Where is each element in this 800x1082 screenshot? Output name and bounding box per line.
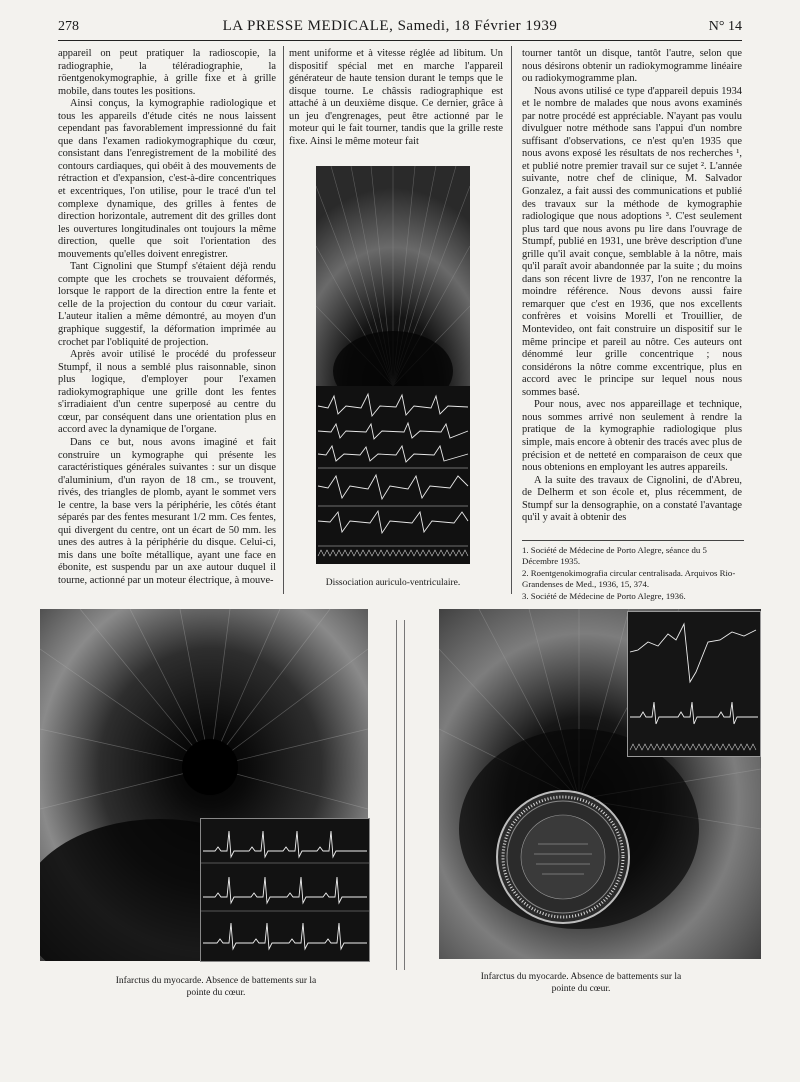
paragraph: Ainsi conçus, la kymographie radiologique et tous les appareils d'étude cités ne nous laissent cependant pas favorablement impressionné du fait que dans l'examen radiokymographique du cœur, consistant dans l'enregistrement de la mobilité des contours cardiaques, qui obéit à des mouvements de rétraction et d'expansion, c'est-à-dire concentriques et excentriques, l'on utilise, pour le tracé d'un tel complexe dynamique, des grilles à fentes de direction horizontale, autrement dit des grilles dont les ouvertures longitudinales ont toujours la même direction, quelle que soit l'orientation des mouvements qu'elles doivent enregistrer. — [58, 98, 276, 260]
ecg-strips-center — [316, 386, 470, 564]
paragraph: appareil on peut pratiquer la radioscopie, la radiographie, la téléradiographie, la röentgenokymographie, à grille fixe et à grille mobile, dans toutes les positions. — [58, 48, 276, 97]
column-divider — [511, 46, 512, 594]
figure-divider — [396, 620, 397, 970]
issue-number: N° 14 — [708, 19, 742, 34]
figure-divider — [404, 620, 405, 970]
issue-date: Samedi, 18 Février 1939 — [397, 18, 558, 34]
text-column-1 — [58, 48, 276, 588]
footnote: 1. Société de Médecine de Porto Alegre, séance du 5 Décembre 1935. — [522, 545, 707, 566]
page-header — [58, 18, 742, 41]
text-column-2 — [289, 48, 503, 148]
paragraph: Après avoir utilisé le procédé du professeur Stumpf, il nous a semblé plus raisonnable, sinon plus logique, d'employer pour l'examen radiokymographique une grille dont les fentes s'irradiaient d'un centre superposé au centre du cœur, par conséquent dans une orientation plus en accord avec la dynamique de l'organe. — [58, 349, 276, 436]
footnote: 3. Société de Médecine de Porto Alegre, 1936. — [522, 591, 686, 601]
paragraph: Nous avons utilisé ce type d'appareil depuis 1934 et le nombre de malades que nous avons examinés par notre procédé est appréciable. N'ayant pas voulu divulguer notre méthode sans l'appui d'un nombre suffisant d'observations, ce n'est qu'en 1935 que nous avons exposé les résultats de nos recherches ¹, et publié notre premier travail sur ce sujet ². L'année suivante, notre chef de clinique, M. Salvador Gonzalez, a fait aussi des communications et publié des travaux sur la méthode de kymographie radiologique que nous adoptions ³. C'est seulement plus tard que nous avons pu lire dans l'ouvrage de Stumpf, publié en 1931, une brève description d'une grille qu'il avait conçue, semblable à la nôtre, mais qu'il paraît avoir abandonnée par la suite ; du moins dans son récent livre de 1937, l'on ne rencontre la moindre référence. Nous devons aussi faire remarquer que c'est en 1936, que nos excellents confrères et voisins Morelli et Trouillier, de Montevideo, ont fait construire un dispositif sur le même principe et pareil au nôtre. Ces auteurs ont dénommé leur grille concentrique ; nous considérons la nôtre comme excentrique, plus en accord avec le principe sur lequel nous nous sommes basé. — [522, 85, 742, 398]
paragraph: Dans ce but, nous avons imaginé et fait construire un kymographe qui présente les caractéristiques générales suivantes : sur un disque d'aluminium, d'un rayon de 18 cm., se trouvent, rivés, des triangles de plomb, ayant le sommet vers le centre, la base vers la périphérie, les côtés étant séparés par des fentes mesurant 1/2 mm. Ces fentes, qui divergent du centre, ont un écart de 50 mm. les unes des autres à la périphérie du disque. Celui-ci, mis dans une boîte métallique, ayant une face en ébonite, est suspendu par un axe autour duquel il tourne, actionné par un moteur électrique, à mouve- — [58, 436, 276, 586]
radiokymogram-photo-center — [316, 166, 470, 386]
page-number: 278 — [58, 19, 79, 34]
footnote: 2. Roentgenokimografia circular centralisada. Arquivos Rio-Grandenses de Med., 1936, 15, 374. — [522, 568, 736, 589]
ecg-strips-bottom-left — [200, 818, 370, 962]
paragraph: Tant Cignolini que Stumpf s'étaient déjà rendu compte que les crochets se trouvaient déformés, lorsque le rapport de la direction entre la fente et celle de la projection du contour du cœur variait. L'auteur italien a même démontré, au moyen d'un graphique suggestif, la déformation imprimée au crochet par l'obliquité de projection. — [58, 261, 276, 348]
journal-title — [118, 18, 662, 35]
text-column-3 — [522, 48, 742, 525]
figure-caption-bottom-left: Infarctus du myocarde. Absence de battements sur la pointe du cœur. — [115, 976, 317, 998]
paragraph: Pour nous, avec nos appareillage et technique, nous sommes arrivé non seulement à rendre la pratique de la kymographie radiologique plus simple, mais encore à obtenir des tracés avec plus de précision et de netteté en comparaison de ceux que nous obtenions en employant les autres appareils. — [522, 399, 742, 474]
paragraph: ment uniforme et à vitesse réglée ad libitum. Un dispositif spécial met en marche l'appareil générateur de haute tension durant le temps que le disque tourne. Le châssis radiographique est attaché à un deuxième disque. Ce dernier, grâce à un jeu d'engrenages, peut être actionné par le moteur qui le fait tourner, tandis que la grille reste fixe. Ainsi le même moteur fait — [289, 48, 503, 147]
kymograph-disk-photo — [496, 790, 630, 924]
figure-caption-bottom-right: Infarctus du myocarde. Absence de battements sur la pointe du cœur. — [480, 972, 682, 994]
journal-name: LA PRESSE MEDICALE, — [222, 18, 394, 34]
ecg-strips-bottom-right — [627, 611, 761, 757]
column-divider — [283, 46, 284, 594]
footnotes — [522, 540, 744, 603]
figure-caption-center: Dissociation auriculo-ventriculaire. — [325, 578, 461, 588]
paragraph: A la suite des travaux de Cignolini, de d'Abreu, de Delherm et son école et, plus récemment, de Stumpf sur la densographie, on a constaté l'avantage qu'il y avait à obtenir des — [522, 474, 742, 524]
paragraph: tourner tantôt un disque, tantôt l'autre, selon que nous désirons obtenir un radiokymogramme linéaire ou radiokymogramme plan. — [522, 48, 742, 85]
